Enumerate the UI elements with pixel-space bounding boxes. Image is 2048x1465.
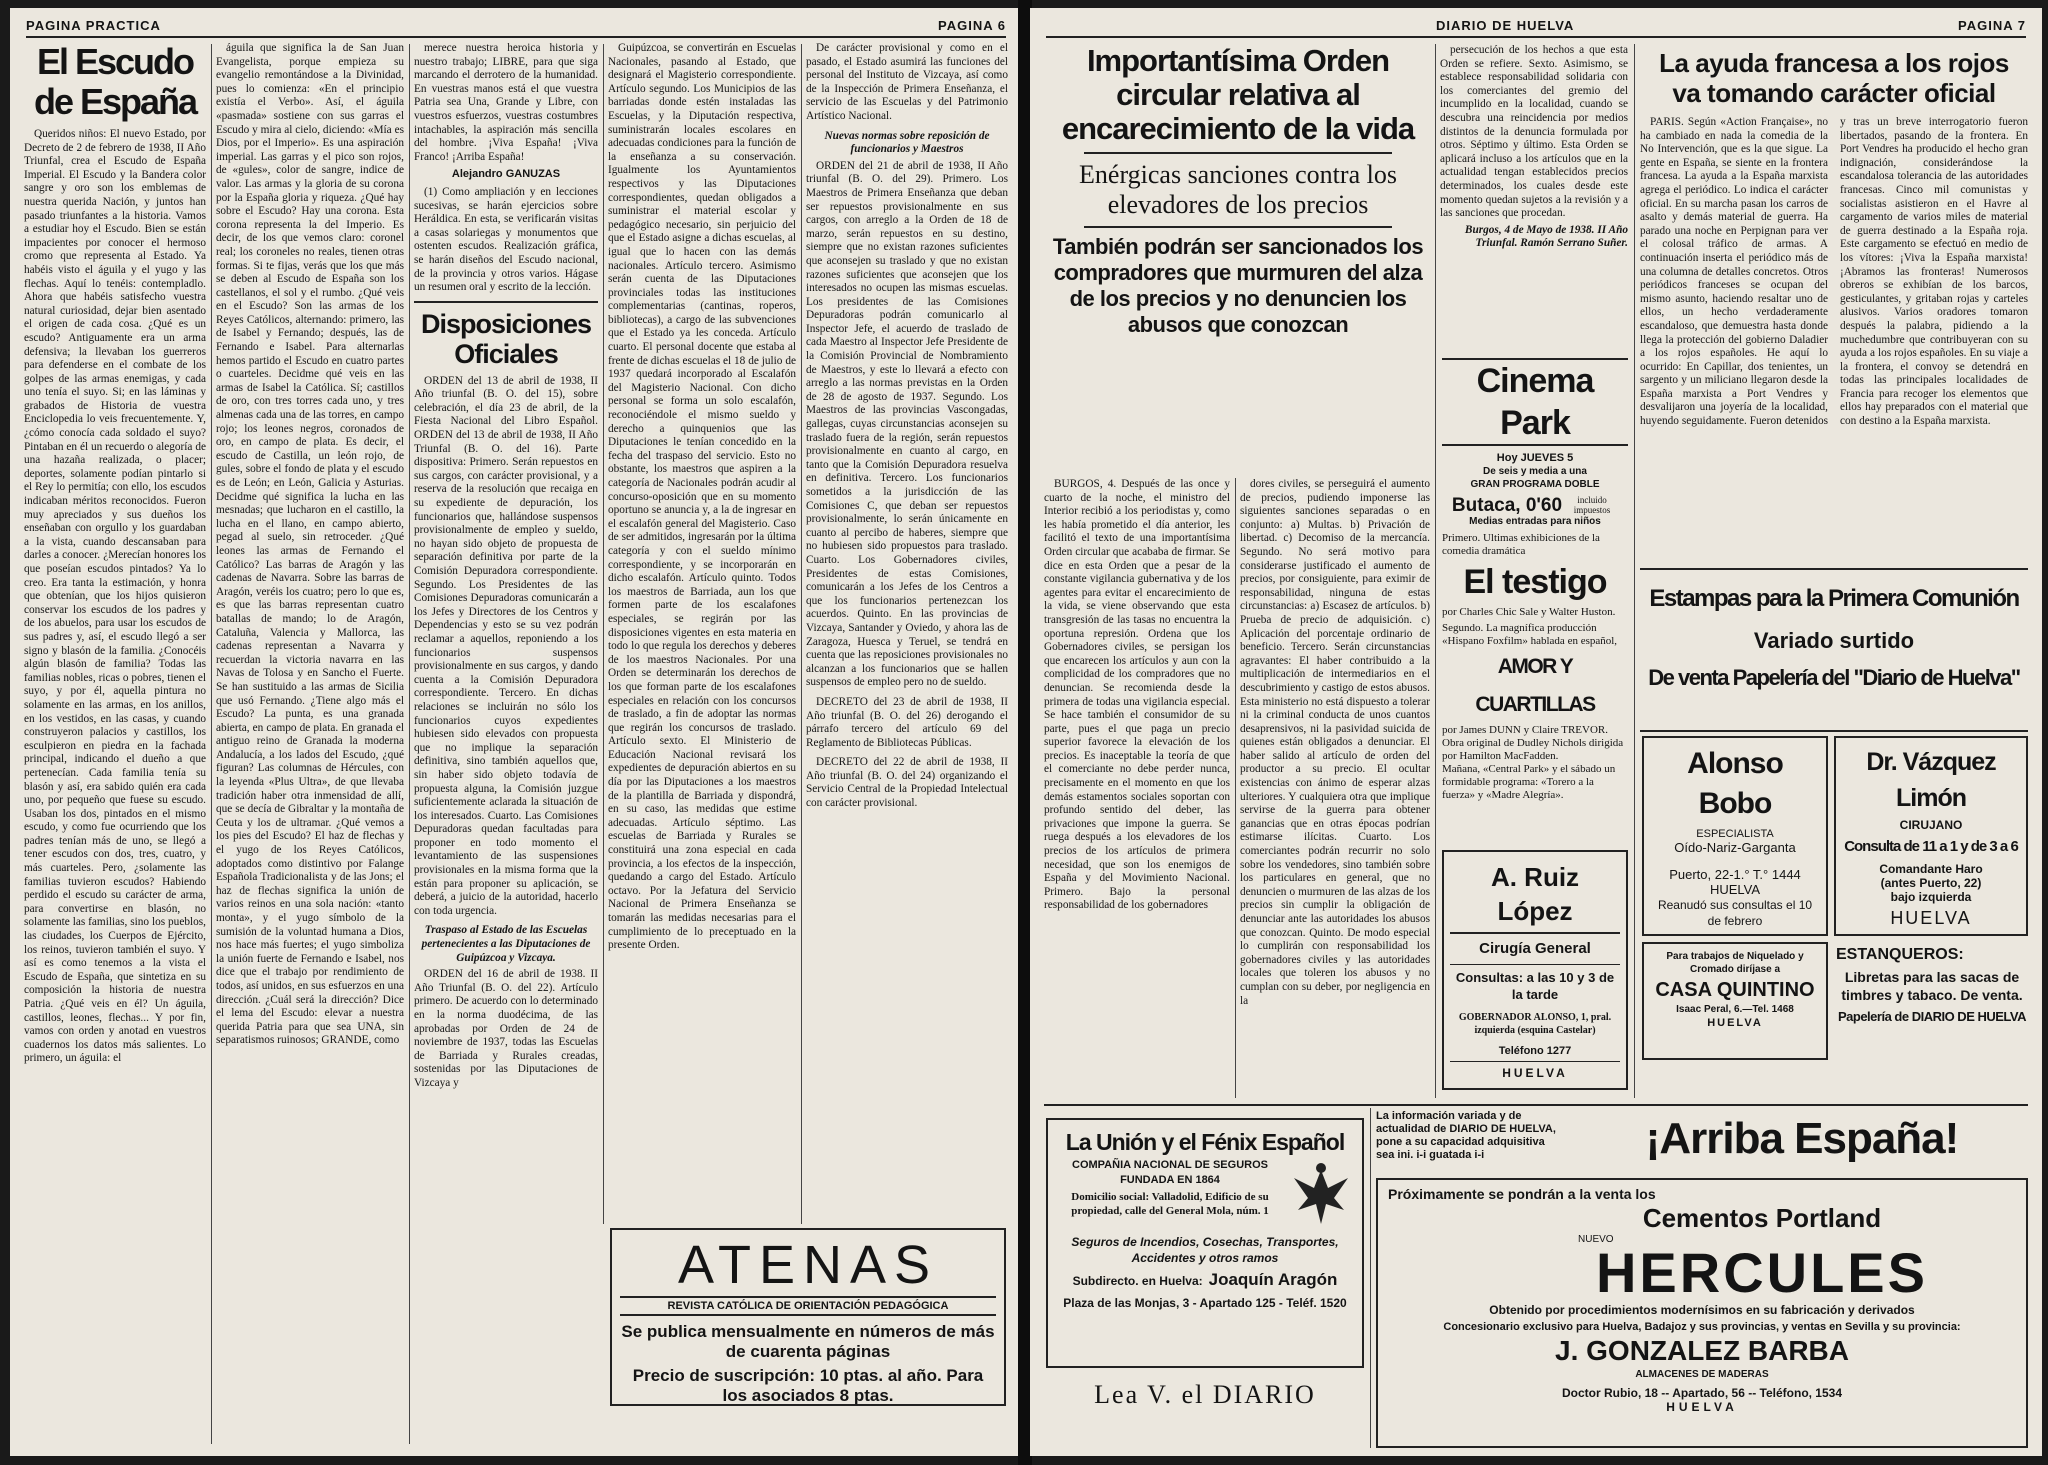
escudo-ending: merece nuestra heroica historia y nuestro trabajo; LIBRE, para que siga marcando el derrotero de la humanidad. En vuestras manos está el que vuestra Patria sea Una, Grande y Libre, con vuestros esfuerzos, vuestras costumbres intachables, la aspiración más sencilla del hombre. ¡Viva España! ¡Viva Franco! ¡Arriba España!: [414, 42, 598, 163]
cinema-price-note: incluido impuestos: [1573, 495, 1611, 515]
atenas-line-one: Se publica mensualmente en números de más de cuarenta páginas: [621, 1322, 995, 1361]
decreto-one: DECRETO del 23 de abril de 1938, II Año triunfal (B. O. del 26) derogando el párrafo tercero del artículo 69 del Reglamento de Bibliotecas Públicas.: [806, 695, 1008, 749]
decreto-two: DECRETO del 22 de abril de 1938, II Año triunfal (B. O. del 24) organizando el Servicio Central de la Propiedad Intelectual con carácter provisional.: [806, 756, 1008, 810]
orden-col-two: [1240, 478, 1430, 1098]
atenas-subtitle: REVISTA CATÓLICA DE ORIENTACIÓN PEDAGÓGICA: [620, 1296, 996, 1316]
film-two-credits: Obra original de Dudley Nichols dirigida por Hamilton MacFadden.: [1442, 737, 1624, 762]
film-one-cast: por Charles Chic Sale y Walter Huston.: [1442, 606, 1616, 618]
orden-title: Importantísima Orden circular relativa al encarecimiento de la vida: [1061, 43, 1415, 146]
film-one-title: El testigo: [1463, 563, 1607, 601]
quintino-name: CASA QUINTINO: [1655, 979, 1815, 1001]
orden-text-one: BURGOS, 4. Después de las once y cuarto de la noche, el ministro del Interior recibió a los periodistas y, como les había prometido el día anterior, les facilitó el texto de una importantísima Orden circular que acababa de firmar. Se dice en esta Orden que a pesar de la constante vigilancia gubernativa y de los agentes para evitar el encarecimiento de la vida, se viene observando que esta transgresión de las tasas no encuentra la oportuna represión. Ordena que los Gobernadores civiles, se persigan los que encarecen los artículos y aun con la complicidad de los compradores que no denuncian. Se recomienda desde la primera de todas una vigilancia especial. Se hace también el consumidor de su parte, pues el que paga un precio superior favorece la elevación de los precios. Es inaceptable la teoría de que el comerciante no debe perder nunca, precisamente en el momento en que los demás estamentos sociales soportan con profundo sentido del deber, las privaciones que impone la guerra. Se ruega después a los elevadores de los precios de los artículos de primera necesidad, que son los enemigos de España y del Movimiento Nacional. Primero. Bajo la personal responsabilidad de los gobernadores: [1044, 478, 1230, 912]
ayuda-title: La ayuda francesa a los rojos va tomando carácter oficial: [1659, 48, 2009, 108]
left-page-number: PAGINA 6: [938, 18, 1006, 33]
cementos-line-two: Obtenido por procedimientos modernísimos en su fabricación y derivados: [1489, 1303, 1915, 1317]
cementos-dealer-sub: ALMACENES DE MADERAS: [1635, 1369, 1769, 1380]
vazquez-address-two: (antes Puerto, 22): [1880, 876, 1982, 890]
disposiciones-title: Disposiciones Oficiales: [420, 308, 592, 369]
vazquez-city: HUELVA: [1890, 908, 1972, 928]
orden-text-three: persecución de los hechos a que esta Orden se refiere. Sexto. Asimismo, se establece responsabilidad solidaria con los comerciantes del gremio del incumplido en la localidad, cuando se descubra una reincidencia por medios distintos de la denuncia formulada por otros. Séptimo y último. Esta Orden se aplicará incluso a los artículos que en la actualidad tengan establecidos precios determinados, los cuales desde este momento quedan sujetos a la revisión y a las sanciones que procedan.: [1440, 44, 1628, 220]
cinema-price: Butaca, 0'60: [1451, 494, 1563, 516]
union-line-two: FUNDADA EN 1864: [1120, 1174, 1220, 1186]
union-line-six: Plaza de las Monjas, 3 - Apartado 125 - Teléf. 1520: [1063, 1296, 1347, 1310]
cinema-children: Medias entradas para niños: [1469, 516, 1601, 527]
quintino-address: Isaac Peral, 6.—Tel. 1468: [1676, 1004, 1794, 1015]
vazquez-hours: Consulta de 11 a 1 y de 3 a 6: [1844, 838, 2018, 855]
atenas-ad: [610, 1228, 1006, 1406]
alonso-note: Reanudó sus consultas el 10 de febrero: [1657, 898, 1813, 928]
union-line-three: Domicilio social: Valladolid, Edificio de su propiedad, calle del General Mola, núm. 1: [1071, 1191, 1269, 1217]
vazquez-address-three: bajo izquierda: [1890, 890, 1972, 904]
quintino-ad: [1642, 942, 1828, 1060]
ruiz-specialty: Cirugía General: [1479, 940, 1591, 957]
estampas-line-one: Estampas para la Primera Comunión: [1649, 585, 2019, 612]
right-page-number: PAGINA 7: [1958, 18, 2026, 33]
estanqueros-title: ESTANQUEROS:: [1836, 946, 1964, 963]
cinema-ad: [1442, 358, 1628, 838]
cementos-address: Doctor Rubio, 18 -- Apartado, 56 -- Teléfono, 1534: [1561, 1386, 1843, 1400]
column-five: [806, 42, 1008, 1222]
right-page: [1030, 8, 2042, 1456]
alonso-city: HUELVA: [1709, 882, 1761, 897]
escudo-text-cont: águila que significa la de San Juan Evangelista, porque empieza su evangelio remontándose a la Divinidad, pues lo comienza: «En el principio existía el Verbo». Así, el águila «pasmada» sostiene con sus garras el Escudo y mira al cielo, diciendo: «Mía es Dios, por el Imperio». Es una aspiración imperial. Las garras y el pico son rojos, de «gules», color de sangre, indice de valor. Las armas y la gloria de su corona por la España gloria y riqueza. ¿Qué hay sobre el Escudo? Hay una corona. Esta corona representa la del Imperio. Es decir, de los que vemos claro: coronel real; los coroneles no reales, tienen otras formas. Si te fijas, verás que los que más se deben al Escudo de España son los castellanos, el sol y el rumbo. ¿Qué veis en el Escudo? Son las armas de los Reyes Católicos, alternando: primero, las de Isabel y Fernando; después, las de Fernando e Isabel. Para alternarlas hemos partido el Escudo en cuatro partes o cuarteles. Decidme qué veis en las armas de Isabel la Católica. Sí; castillos de oro, con tres torres cada uno, y tres almenas cada una de las torres, en campo rojo; los leones negros, coronados de oro, en campo de plata. Es decir, el escudo de Castilla, un león rojo, de gules, sobre el fondo de plata y el escudo es de León; en León, Galicia y Asturias. Decidme qué significa la lucha en las mesnadas; que lucharon en el castillo, la lucha en el llano, en campo abierto, pegad al suelo, sin retroceder. ¿Qué leones las armas de Fernando el Católico? Las barras de Aragón y las cadenas de Navarra. Sobre las barras de Aragón, veréis los cuatro; pero lo que es, es que las barras representan cuatro batallas de mando; lo de Aragón, Cataluña, Valencia y Mallorca, las cadenas representan a Navarra y recuerdan la victoria navarra en las Navas de Tolosa y en Sancho el Fuerte. Se han sustituido a las armas de Sicilia que usó Fernando. ¿Tiene algo más el Escudo? La punta, es una granada abierta, en campo de plata. En granada el antiguo reino de Granada la moderna Andalucía, a los lados del Escudo, ¿qué figuran? Las columnas de Hércules, con la leyenda «Plus Ultra», de que llevaba tradición haber otra inmensidad de allí, que se decía de Gibraltar y la montaña de Ceuta y los de ultramar. ¿Qué vemos a los pies del Escudo? El haz de flechas y el yugo de los Reyes Católicos, adoptados como distintivo por Falange Española Tradicionalista y de las Jons; el haz de flechas significa la unión de varios reinos en una sola nación: «tanto monta», y el yugo símbolo de la sumisión de la voluntad humana a Dios, nos hace más fuertes; el yugo simboliza la unión fuerte de Fernando e Isabel, nos dice que el trabajo por rendimiento de todos, así unidos, en sus esfuerzos en una dirección. ¿Cuál será la dirección? Dice el lema del Escudo: elevar a nuestra querida Patria para que sea UNA, sin separatismos ruinosos; GRANDE, como: [216, 42, 404, 1047]
ruiz-name: A. Ruiz López: [1490, 862, 1580, 926]
escudo-article: [24, 42, 206, 1447]
cementos-brand: HERCULES: [1595, 1241, 1929, 1304]
nuevas-normas-title: Nuevas normas sobre reposición de funcionarios y Maestros: [824, 129, 990, 156]
alonso-address: Puerto, 22-1.° T.° 1444: [1669, 867, 1801, 882]
ruiz-phone: Teléfono 1277: [1498, 1045, 1572, 1057]
escudo-title: El Escudo de España: [33, 42, 197, 122]
alonso-ad: [1642, 736, 1828, 936]
estampas-line-two: Variado surtido: [1753, 628, 1915, 653]
col5-text: De carácter provisional y como en el pasado, el Estado asumirá las funciones del personal del Instituto de Vizcaya, así como de la Inspección de Primera Enseñanza, el servicio de las Escuelas y del Patrimonio Artístico Nacional.: [806, 42, 1008, 122]
traspaso-text: ORDEN del 16 de abril de 1938. II Año Triunfal (B. O. del 22). Artículo primero. De acuerdo con lo determinado en la norma duodécima, de las aprobadas por Orden de 24 de noviembre de 1937, todas las Escuelas de Barriada y Rurales creadas, sostenidas por las Diputaciones de Vizcaya y: [414, 968, 598, 1089]
cinema-hours: De seis y media a una: [1483, 466, 1587, 477]
vazquez-name: Dr. Vázquez Limón: [1866, 748, 1996, 812]
orden-col-one: [1044, 478, 1230, 1098]
left-section-label: PAGINA PRACTICA: [26, 18, 161, 33]
cinema-first: Primero. Ultimas exhibiciones de la comedia dramática: [1442, 532, 1600, 557]
escudo-notes: (1) Como ampliación y en lecciones sucesivas, se harán ejercicios sobre Heráldica. En esta, se verificarán visitas a casas solariegas y monumentos que ostenten escudos. Realización gráfica, se harán diseños del Escudo nacional, de la provincia y otros varios. Hágase un resumen oral y escrito de la lección.: [414, 185, 598, 294]
union-line-four: Seguros de Incendios, Cosechas, Transportes, Accidentes y otros ramos: [1071, 1235, 1339, 1265]
ayuda-article: [1640, 44, 2028, 564]
quintino-city: HUELVA: [1707, 1017, 1763, 1029]
arriba-espana: ¡Arriba España!: [1645, 1114, 1959, 1163]
cinema-upcoming: Mañana, «Central Park» y el sábado un formidable programa: «Torero a la fuerza» y «Madre Alegría».: [1442, 763, 1616, 801]
orden-subtitle: Enérgicas sanciones contra los elevadores de los precios: [1079, 160, 1397, 219]
nuevas-normas-text: ORDEN del 21 de abril de 1938, II Año triunfal (B. O. del 29). Primero. Los Maestros de Primera Enseñanza que deban ser repuestos provisionalmente en sus cargos, con arreglo a la Orden de 18 de marzo, serán repuestos en su destino, siempre que no existan razones suficientes que aconsejen su traslado y que no existan razones suficientes que aconsejen que los interesados no ocupen las mismas escuelas. Los presidentes de las Comisiones Depuradoras podrán comunicarlo al Inspector Jefe, el acuerdo de traslado de cada Maestro al Inspector Jefe Presidente de la Comisión Provincial de Nombramiento de Maestros, y este lo llevará a efecto con arreglo a las normas previstas en la Orden de 28 de agosto de 1937. Segundo. Los Maestros de las provincias Vascongadas, gallegas, cuyas circunstancias aconsejen su traslado fuera de la región, serán repuestos provisionalmente en cuanto al cargo, en tanto que la Comisión Depuradora resuelva en definitiva. Tercero. Los funcionarios sometidos a la jurisdicción de las Comisiones C, que deban ser repuestos provisionalmente, lo serán únicamente en cuanto al percibo de haberes, siempre que no hubiesen sido propuestos para traslado. Cuarto. Los Gobernadores civiles, Presidentes de estas Comisiones, comunicarán a los Jefes de los Centros a que los funcionarios pertenezcan los acuerdos. Quinto. En las provincias de Vizcaya, Santander y Oviedo, y ahora las de Zaragoza, Huesca y Teruel, se tendrá en cuenta que las reposiciones provisionales no alcanzan a los funcionarios que se hallen suspensos de empleo pero no de sueldo.: [806, 159, 1008, 689]
ruiz-address: GOBERNADOR ALONSO, 1, pral. izquierda (esquina Castelar): [1458, 1012, 1612, 1036]
ayuda-text: PARIS. Según «Action Française», no ha cambiado en nada la comedia de la No Intervención, que es la que sigue. La gente en España, se siente en la frontera francesa. La ayuda a la España marxista agrega el periódico. Lo indica el carácter oficial. En su marcha pasan los carros de asalto y demás material de guerra. Ha parado una noche en Perpignan para ver el colosal tráfico de armas. A continuación inserta el periódico más de una columna de detalles concretos. Otros periódicos franceses se ocupan del mismo asunto, haciendo resaltar uno de ellos, un hecho verdaderamente escandaloso, que demuestra hasta donde llega la protección del gobierno Daladier a los rojos españoles. He aquí lo ocurrido: En Capillar, dos tenientes, un sargento y un miliciano llegaron desde la España marxista a Port Vendres y desvalijaron una joyería de la localidad, huyendo seguidamente. Fueron detenidos y tras un breve interrogatorio fueron libertados, pasando de la frontera. En Port Vendres ha producido el hecho gran indignación, considerándose la escandalosa tolerancia de las autoridades francesas. Cinco mil comunistas y socialistas asistieron en el Havre al cargamento de varios miles de material de guerra destinado a la España roja. Este cargamento se efectuó en medio de los vítores: ¡Viva la España marxista! ¡Abramos las fronteras! Numerosos obreros se exhibían de los barcos, gesticulantes, y gritaban rojas y carteles alusivos. Varios oradores tomaron después la palabra, pidiendo a la muchedumbre que contribuyeran con su ayuda a los rojos españoles. En su viaje a la frontera, el convoy se detendrá en todas las principales localidades de Francia para recoger los elementos que ellos hay preparados con el material que con destino a la España marxista.: [1640, 116, 2028, 428]
union-fenix-ad: [1046, 1118, 1364, 1368]
estanqueros-ad: [1836, 942, 2028, 1060]
orden-headline: [1044, 44, 1432, 338]
vazquez-ad: [1834, 736, 2028, 936]
union-line-five: Subdirecto. en Huelva:: [1072, 1274, 1203, 1288]
cementos-dealer: J. GONZALEZ BARBA: [1555, 1335, 1849, 1366]
escudo-signature: Alejandro GANUZAS: [451, 168, 561, 181]
disposiciones-text: ORDEN del 13 de abril de 1938, II Año triunfal (B. O. del 15), sobre celebración, el día 23 de abril, de la Fiesta Nacional del Libro Español. ORDEN del 13 de abril de 1938, II Año Triunfal (B. O. del 16). Parte dispositiva: Primero. Serán repuestos en sus cargos, con carácter provisional, y a reserva de la resolución que recaiga en su expediente de depuración, los funcionarios que, hallándose suspensos provisionalmente de empleo y sueldo, no hayan sido objeto de propuesta de separación definitiva por parte de la Comisión Depuradora correspondiente. Segundo. Los Presidentes de las Comisiones Depuradoras comunicarán a los Jefes y Directores de los Centros y Dependencias y esto se su vez podrán reclamar a aquellos, reponiendo a los funcionarios suspensos provisionalmente en sus cargos, y dando cuenta a la Comisión Depuradora correspondiente. Tercero. En dichas relaciones se incluirán no sólo los funcionarios cuyos expedientes hubiesen sido elevados con propuesta que no implique la separación definitiva, sino también aquellos que, sin haber sido objeto todavía de propuesta alguna, la Comisión juzgue suficientemente aclarada la situación de los interesados. Cuarto. Las Comisiones Depuradoras quedan facultadas para proponer en todo momento el levantamiento de las suspensiones provisionales en la misma forma que la están para proponer su aplicación, se deberá, a juicio de la autoridad, hacerlo con toda urgencia.: [414, 374, 598, 917]
ruiz-city: HUELVA: [1502, 1066, 1568, 1080]
info-note: La información variada y de actualidad de DIARIO DE HUELVA, pone a su capacidad adquisitiva sea ini. i-i guatada i-i: [1376, 1110, 1556, 1161]
column-three: [414, 42, 598, 1447]
cementos-intro: Próximamente se pondrán a la venta los: [1388, 1186, 1656, 1202]
cementos-city: HUELVA: [1666, 1400, 1738, 1414]
ruiz-hours: Consultas: a las 10 y 3 de la tarde: [1455, 970, 1615, 1002]
estanqueros-shop: Papelería de DIARIO DE HUELVA: [1837, 1009, 2026, 1024]
cinema-program: GRAN PROGRAMA DOBLE: [1470, 479, 1600, 490]
vazquez-spec: CIRUJANO: [1899, 818, 1963, 832]
cinema-date: Hoy JUEVES 5: [1496, 452, 1574, 464]
cementos-title: Cementos Portland: [1642, 1203, 1882, 1233]
union-agent: Joaquín Aragón: [1208, 1270, 1338, 1289]
traspaso-title: Traspaso al Estado de las Escuelas pertenecientes a las Diputaciones de Guipúzcoa y Vizcaya.: [421, 924, 591, 964]
column-four: [608, 42, 796, 1222]
left-page-header: [26, 16, 1006, 38]
escudo-text: Queridos niños: El nuevo Estado, por Decreto de 2 de febrero de 1938, II Año Triunfal, crea el Escudo de España Imperial. El Escudo y la Bandera color sangre y oro son los emblemas de nuestra querida Nación, y juntos han pasado triunfantes a la historia. Vamos a estudiar hoy el Escudo. Bien se están impacientes por conocer el hermoso cromo que representa al Estado. Ya habéis visto el águila y el yugo y las flechas. Aquí lo tenéis: contempladlo. Ahora que habéis satisfecho vuestra natural curiosidad, dejar bien asentado el origen de cada cosa. ¿Qué es un escudo? Antiguamente era un arma defensiva; la llevaban los guerreros para defenderse en el combate de los golpes de las armas enemigas, y cada uno tenía el suyo. Si; en las láminas y grabados de Historia de vuestra Enciclopedia lo veis frecuentemente. Y, ¿cómo conocía cada soldado el suyo? Pintaban en él un recuerdo o alegoría de una hazaña realizada, o placer; deportes, solamente podían pintarlo si el Rey lo permitía; con ello, los escudos indicaban méritos reconocidos. Fueron muy apreciados y sus dueños los enseñaban con orgullo y los guardaban a la vista, cuando descansaban para darles a conocer. ¿Merecían honores los que poseían escudos pintados? Ya lo creo. Era tanta la estimación, y honra que obtenían, que los hijos quisieron conservar los escudos de los padres y de los abuelos, para usar los escudos de sus padres y, así, el escudo llegó a ser signo y blasón de la familia. ¿Conocéis algún blasón de familia? Todas las familias nobles, ricas o pobres, tienen el suyo, y por él, aquella pintura no solamente en las armas, en los anillos, en los vestidos, en las casas, y cuando construyeron palacios y castillos, los esculpieron en piedra en la fachada principal, indicando el dueño a que pertenecían. Cada familia tenía su blasón y así, era sabido quién era cada uno, por pequeño que fuese su escudo. Usaban los dos, pintados en el mismo escudo, y como fue ocurriendo que los padres tenían más de uno, se llegó a tener escudos con dos, tres, cuatro, y más cuarteles. Pero, ¿solamente las familias tuvieron escudos? Habiendo perdido el escudo su carácter de arma, para convertirse en blasón, no solamente las familias, sino los pueblos, las ciudades, los Cuerpos de Ejército, los reinos, tuvieron también el suyo. Y así es como tenemos a la vista el Escudo de España, que sintetiza en su composición la historia de nuestra Patria. ¿Qué veis en él? Un águila, castillos, leones, flechas... Y por fin, vamos con orden y anotad en vuestros cuadernos los datos más salientes. Lo primero, un águila: el: [24, 128, 206, 1065]
union-title: La Unión y el Fénix Español: [1065, 1129, 1345, 1155]
orden-text-two: dores civiles, se perseguirá el aumento de precios, pudiendo imponerse las siguientes sanciones separadas o en conjunto: a) Multas. b) Privación de libertad. c) Decomiso de la mercancía. Segundo. No será motivo para considerarse justificado el aumento de precios, por consiguiente, para eximir de responsabilidad, ninguna de estas circunstancias: a) Escasez de artículos. b) Prueba de precio de adquisición. c) Aplicación del porcentaje ordinario de beneficio. Tercero. Serán circunstancias agravantes: El haber contribuido a la multiplicación de intermediarios en el descubrimiento y castigo de estos abusos. Esta ministerio no está dispuesto a tolerar ni la criminal conducta de unos cuantos desaprensivos, ni la pasividad suicida de quienes están obligados a denunciar. El haber salido al artículo de orden del productor a su precio. El ocultar existencias con ánimo de esperar alzas ulteriores. Y cualquiera otra que implique servirse de la guerra para obtener ganancias que en otras épocas podrían estimarse ilícitas. Cuarto. Los comerciantes podrán recurrir no solo sobre los vendedores, sino también sobre los particulares en general, que no denuncien o murmuren de las alzas de los precios sin cumplir la obligación de denunciar ante las autoridades los abusos que conozcan. Quinto. De modo especial lo cumplirán con responsabilidad los gobernadores civiles y las autoridades locales que toleren los abusos y no cumplan con su deber, por negligencia en la: [1240, 478, 1430, 1007]
left-page: [10, 8, 1022, 1456]
atenas-title: ATENAS: [677, 1235, 939, 1295]
estanqueros-text: Libretas para las sacas de timbres y tabaco. De venta.: [1841, 969, 2023, 1003]
cementos-line-three: Concesionario exclusivo para Huelva, Badajoz y sus provincias, y ventas en Sevilla y su provincia:: [1443, 1321, 1961, 1333]
alonso-spec-two: Oído-Nariz-Garganta: [1674, 840, 1796, 855]
lea-diario: Lea V. el DIARIO: [1094, 1380, 1316, 1409]
atenas-line-two: Precio de suscripción: 10 ptas. al año. Para los asociados 8 ptas.: [632, 1366, 984, 1405]
alonso-spec-one: ESPECIALISTA: [1696, 828, 1774, 840]
orden-subtitle-two: También podrán ser sancionados los compradores que murmuren del alza de los precios y no denuncien los abusos que conozcan: [1052, 234, 1424, 337]
union-line-one: COMPAÑIA NACIONAL DE SEGUROS: [1072, 1159, 1268, 1171]
traspaso-text-cont: Guipúzcoa, se convertirán en Escuelas Nacionales, pasando al Estado, que designará el Magisterio correspondiente. Artículo segundo. Los Municipios de las barriadas donde estén instaladas las Escuelas, y la Diputación respectiva, suministrarán locales escolares en adecuadas condiciones para la función de la enseñanza a su conservación. Igualmente los Ayuntamientos respectivos y las Diputaciones correspondientes, quedan obligados a suministrar el material escolar y pedagógico necesario, sin perjuicio del que el Estado asigne a dichas escuelas, al igual que lo hacen con las demás nacionales. Artículo tercero. Asimismo serán cuenta de las Diputaciones provinciales todas las instituciones complementarias (cantinas, roperos, bibliotecas), a cargo de las subvenciones que el Estado ya les conceda. Artículo cuarto. El personal docente que estaba al frente de dichas escuelas el 18 de julio de 1937 quedará incorporado al Escalafón del Magisterio Nacional. Con dicho personal se forma un solo escalafón, reconociéndole el mismo sueldo y derecho a quinquenios que las Diputaciones le tenían concedido en la fecha del traspaso del servicio. Esto no obstante, los maestros que aspiren a la categoría de Nacionales podrán acudir al concurso-oposición que en su momento oportuno se anuncia y, a la de ingresar en el escalafón general del Magisterio. Caso de ser admitidos, ingresarán por la última categoría y con el sueldo mínimo correspondiente, y se incorporarán en dicho escalafón. Artículo quinto. Todos los maestros de Barriada, aun los que formen parte de los escalafones especiales, se regirán por las disposiciones vigentes en esta materia en todo lo que regula los derechos y deberes de los maestros Nacionales. Por una Orden se determinarán los derechos de los que forman parte de los escalafones especiales en relación con los concursos de traslado, a fin de adoptar las normas que regirán los concursos de traslado. Artículo sexto. El Ministerio de Educación Nacional revisará los expedientes de depuración abiertos en su día por las Diputaciones a los maestros de la plantilla de Barriada y dispondrá, en su caso, las medidas que estime adecuadas. Artículo séptimo. Las escuelas de Barriada y Rurales se constituirá una zona especial en cada provincia, a los efectos de la inspección, quedando a cargo del Estado. Artículo octavo. Por la Jefatura del Servicio Nacional de Primera Enseñanza se tomarán las medidas necesarias para el cumplimiento de lo preceptuado en la presente Orden.: [608, 42, 796, 952]
newspaper-name: DIARIO DE HUELVA: [1436, 18, 1575, 33]
phoenix-emblem-icon: [1286, 1158, 1356, 1230]
cinema-second: Segundo. La magnífica producción «Hispano Foxfilm» hablada en español,: [1442, 622, 1618, 647]
vazquez-address-one: Comandante Haro: [1879, 862, 1983, 876]
estampas-line-three: De venta Papelería del "Diario de Huelva": [1648, 665, 2020, 690]
orden-signature: Burgos, 4 de Mayo de 1938. II Año Triunfal. Ramón Serrano Suñer.: [1464, 223, 1628, 250]
quintino-intro: Para trabajos de Niquelado y Cromado diríjase a: [1666, 951, 1804, 975]
cinema-title: Cinema Park: [1476, 362, 1594, 442]
escudo-article-cont: [216, 42, 404, 1447]
film-two-title: AMOR Y CUARTILLAS: [1475, 655, 1595, 716]
cementos-nuevo: NUEVO: [1578, 1234, 1614, 1245]
alonso-name: Alonso Bobo: [1687, 747, 1783, 820]
orden-col-three: [1440, 44, 1628, 344]
right-page-header: [1046, 16, 2026, 38]
ruiz-ad: [1442, 850, 1628, 1090]
estampas-ad: [1640, 574, 2028, 724]
film-two-cast: por James DUNN y Claire TREVOR.: [1442, 724, 1608, 736]
cementos-ad: [1376, 1178, 2028, 1448]
